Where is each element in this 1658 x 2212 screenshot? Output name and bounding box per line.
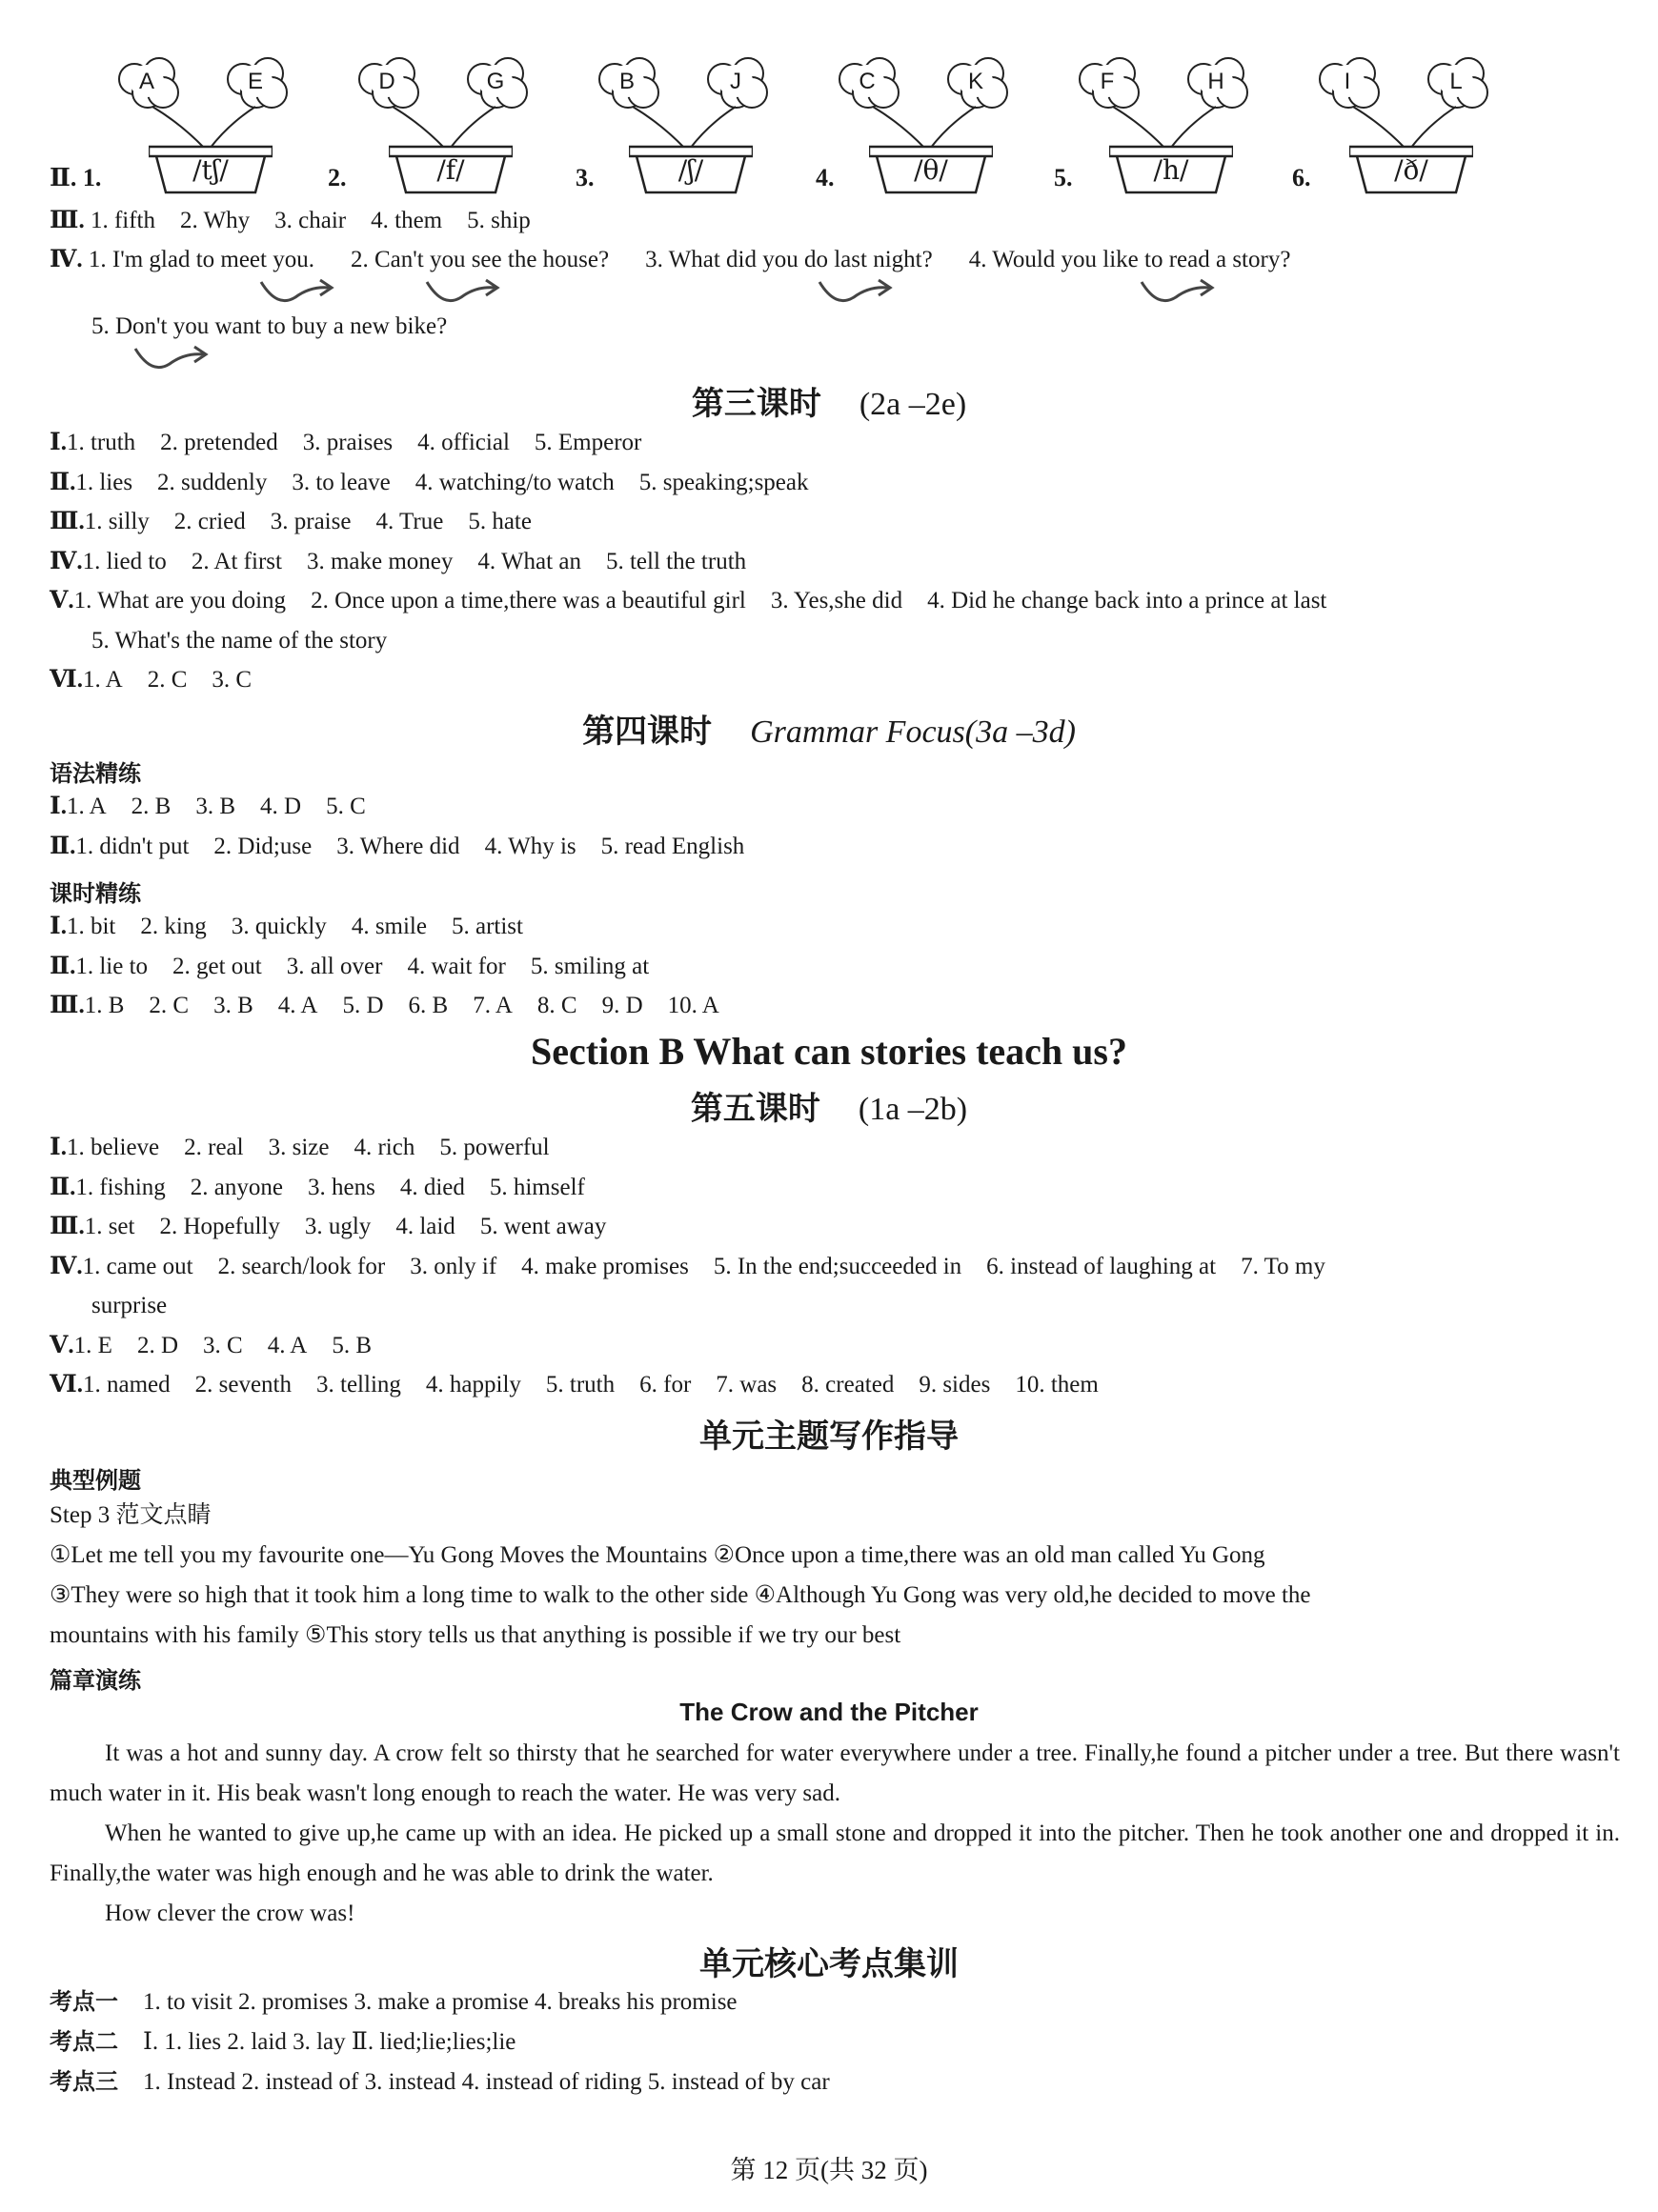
lesson-heading xyxy=(0,705,1658,752)
answer-item: 1. B xyxy=(84,993,125,1018)
answer-item: 4. A xyxy=(277,993,318,1018)
lesson-title: 第五课时 xyxy=(690,1092,820,1127)
answer-row xyxy=(50,990,1620,1022)
answer-item: 2. Why xyxy=(180,208,251,233)
answer-item: 1. believe xyxy=(66,1135,160,1160)
answer-item: 4. Did he change back into a prince at last xyxy=(927,588,1327,613)
pot-group-3 xyxy=(595,57,785,200)
answer-item: 6. instead of laughing at xyxy=(986,1253,1217,1279)
answer-item: 1. came out xyxy=(82,1253,193,1279)
pot-group-2 xyxy=(354,57,545,200)
roman-numeral: Ⅱ. xyxy=(50,1174,76,1200)
roman-numeral: Ⅲ. xyxy=(50,993,85,1018)
flower-letter: F xyxy=(1100,69,1115,94)
answer-item: 3. B xyxy=(195,794,236,819)
answer-row xyxy=(91,625,1620,657)
roman-numeral: Ⅱ. xyxy=(50,953,76,979)
answer-row xyxy=(50,911,1620,943)
answer-item: 3. all over xyxy=(286,953,383,979)
answer-item: 4. D xyxy=(260,794,302,819)
story-paragraph xyxy=(50,1894,1620,1934)
answer-item: 2. anyone xyxy=(190,1174,283,1200)
core-row xyxy=(50,2065,1620,2099)
answer-item: 3. hens xyxy=(307,1174,375,1200)
answer-row xyxy=(50,546,1620,578)
answer-item: 2. Once upon a time,there was a beautiful girl xyxy=(311,588,746,613)
roman-numeral: Ⅴ. xyxy=(50,588,74,613)
answer-item: 4. A xyxy=(267,1332,308,1358)
lesson-title: 第三课时 xyxy=(691,387,821,422)
lesson-range: Grammar Focus(3a –3d) xyxy=(750,714,1076,750)
answer-item: 9. sides xyxy=(919,1372,991,1398)
model-line: ③They were so high that it took him a long time to walk to the other side ④Although Yu Gong was very old,he decided to move the xyxy=(50,1582,1311,1608)
answer-item: 3. C xyxy=(203,1332,243,1358)
pot-number: 5. xyxy=(1054,164,1073,191)
pot-number: Ⅱ. 1. xyxy=(50,164,102,191)
answer-item: 5. What's the name of the story xyxy=(91,627,388,654)
answer-item: 1. truth xyxy=(66,430,136,455)
answer-item: 1. lies xyxy=(75,469,133,495)
answer-item: 3. Yes,she did xyxy=(770,588,903,613)
answer-item: 4. laid xyxy=(395,1214,455,1239)
answer-item: 1. What are you doing xyxy=(73,588,287,613)
answer-row xyxy=(50,664,1620,696)
answer-item: 2. Can't you see the house? xyxy=(350,247,610,272)
pot-phonetic: /h/ xyxy=(1153,154,1189,186)
story-paragraph xyxy=(50,1734,1620,1814)
answer-row xyxy=(50,951,1620,983)
roman-numeral: Ⅲ. xyxy=(50,208,85,233)
answer-item: 4. True xyxy=(375,509,444,534)
answer-item: 3. to leave xyxy=(292,469,391,495)
answer-item: 3. size xyxy=(268,1135,330,1160)
pot-icon xyxy=(149,145,273,194)
answer-item: 4. smile xyxy=(351,914,427,939)
answer-item: 5. himself xyxy=(489,1174,585,1200)
pot-group-1 xyxy=(114,57,305,200)
answer-item: 1. bit xyxy=(66,914,116,939)
answer-item: 2. real xyxy=(184,1135,244,1160)
story-paragraph xyxy=(50,1814,1620,1894)
answer-item: 2. B xyxy=(131,794,172,819)
answer-item: 4. make promises xyxy=(521,1253,689,1279)
answer-item: 2. D xyxy=(136,1332,178,1358)
core-label: 考点三 xyxy=(50,2068,118,2095)
answer-item: 4. happily xyxy=(425,1372,521,1398)
answer-item: 1. lie to xyxy=(75,953,149,979)
answer-item: 3. C xyxy=(212,667,253,693)
answer-item: 2. C xyxy=(149,993,190,1018)
answer-row xyxy=(50,244,1620,276)
paragraph-text: It was a hot and sunny day. A crow felt so thirsty that he searched for water everywhere under a tree. Finally,he found a pitcher under a tree. But there wasn't much water in it. His beak wasn't long enough to reach the water. He was very sad. xyxy=(50,1740,1620,1806)
flower-letter: A xyxy=(138,69,154,94)
intonation-arrow-icon xyxy=(812,276,898,309)
answer-row xyxy=(50,427,1620,459)
pot-icon xyxy=(629,145,753,194)
answer-row xyxy=(50,1251,1620,1283)
answer-item: 7. To my xyxy=(1241,1253,1325,1279)
section-title: Section B What can stories teach us? xyxy=(531,1030,1127,1073)
roman-numeral: Ⅲ. xyxy=(50,509,85,534)
answer-item: 1. lied to xyxy=(82,548,167,574)
answer-item: 5. artist xyxy=(451,914,523,939)
answer-row xyxy=(50,1172,1620,1204)
answer-item: 5. D xyxy=(342,993,384,1018)
answer-item: 7. A xyxy=(473,993,513,1018)
answer-item: 5. Emperor xyxy=(534,430,642,455)
flower-letter: B xyxy=(618,69,635,94)
flower-letter: L xyxy=(1449,69,1463,94)
answer-row xyxy=(50,831,1620,863)
pot-icon xyxy=(389,145,513,194)
roman-numeral: Ⅵ. xyxy=(50,667,83,693)
pot-icon xyxy=(1109,145,1233,194)
model-line: mountains with his family ⑤This story tells us that anything is possible if we try our best xyxy=(50,1622,901,1648)
pot-group-6 xyxy=(1315,57,1506,200)
answer-item: 1. named xyxy=(83,1372,171,1398)
story-title: The Crow and the Pitcher xyxy=(679,1698,979,1726)
pot-icon xyxy=(1349,145,1473,194)
flower-letter: H xyxy=(1207,69,1224,94)
roman-numeral: Ⅵ. xyxy=(50,1372,83,1398)
core-text: 1. Instead 2. instead of 3. instead 4. instead of riding 5. instead of by car xyxy=(143,2069,830,2095)
flower-letter: E xyxy=(247,69,263,94)
core-heading: 单元核心考点集训 xyxy=(699,1947,959,1982)
answer-item: 3. Where did xyxy=(336,834,460,859)
answer-item: 1. set xyxy=(84,1214,135,1239)
answer-item: 5. In the end;succeeded in xyxy=(713,1253,962,1279)
answer-item: 5. truth xyxy=(545,1372,616,1398)
flower-letter: G xyxy=(486,69,505,94)
step-label: Step 3 范文点睛 xyxy=(50,1502,212,1528)
roman-numeral: Ⅰ. xyxy=(50,1135,67,1160)
answer-row xyxy=(50,1330,1620,1362)
answer-item: 3. telling xyxy=(316,1372,401,1398)
answer-item: 3. quickly xyxy=(231,914,327,939)
answer-item: 1. didn't put xyxy=(75,834,190,859)
pot-number: 2. xyxy=(328,164,347,191)
pot-phonetic: /θ/ xyxy=(914,154,948,186)
answer-item: 5. B xyxy=(332,1332,373,1358)
pot-group-5 xyxy=(1075,57,1265,200)
core-row xyxy=(50,1985,1620,2019)
answer-item: 10. them xyxy=(1015,1372,1099,1398)
subsection-label: 篇章演练 xyxy=(50,1667,141,1694)
core-row xyxy=(50,2025,1620,2059)
page-footer: 第 12 页(共 32 页) xyxy=(730,2156,928,2184)
intonation-arrow-icon xyxy=(128,343,213,375)
answer-item: 5. ship xyxy=(467,208,531,233)
roman-numeral: Ⅲ. xyxy=(50,1214,85,1239)
core-label: 考点一 xyxy=(50,1988,118,2015)
answer-item: 1. fifth xyxy=(90,208,155,233)
answer-item: 3. What did you do last night? xyxy=(645,247,933,272)
roman-numeral: Ⅴ. xyxy=(50,1332,74,1358)
answer-item: 4. watching/to watch xyxy=(414,469,615,495)
subsection-label: 课时精练 xyxy=(50,880,141,907)
pot-number: 3. xyxy=(576,164,595,191)
answer-item: 3. ugly xyxy=(304,1214,372,1239)
answer-row xyxy=(50,205,1620,237)
answer-row xyxy=(50,1369,1620,1401)
pot-number: 6. xyxy=(1292,164,1311,191)
lesson-heading xyxy=(0,377,1658,424)
pot-phonetic: /tʃ/ xyxy=(192,154,229,186)
answer-row xyxy=(50,467,1620,499)
answer-item: 10. A xyxy=(667,993,719,1018)
answer-item: 1. I'm glad to meet you. xyxy=(88,247,314,272)
answer-item: 2. Did;use xyxy=(213,834,313,859)
model-line: ①Let me tell you my favourite one—Yu Gong Moves the Mountains ②Once upon a time,there was an old man called Yu Gong xyxy=(50,1542,1265,1568)
answer-item: 4. them xyxy=(371,208,443,233)
answer-item: 8. created xyxy=(801,1372,895,1398)
pot-group-4 xyxy=(835,57,1025,200)
flower-pot-exercise xyxy=(0,57,1658,210)
answer-item: 9. D xyxy=(601,993,643,1018)
answer-item: 6. B xyxy=(408,993,449,1018)
flower-letter: C xyxy=(859,69,876,94)
answer-item: 2. king xyxy=(140,914,207,939)
answer-item: 2. pretended xyxy=(160,430,278,455)
paragraph-text: When he wanted to give up,he came up with an idea. He picked up a small stone and dropped it into the pitcher. Then he took another one and dropped it in. Finally,the water was high enough and he was able to drink the water. xyxy=(50,1820,1620,1886)
answer-item: 5. speaking;speak xyxy=(638,469,809,495)
roman-numeral: Ⅱ. xyxy=(50,834,76,859)
pot-phonetic: /ʃ/ xyxy=(677,154,704,186)
intonation-arrow-icon xyxy=(253,276,339,309)
pot-phonetic: /f/ xyxy=(436,154,465,186)
roman-numeral: Ⅳ. xyxy=(50,1253,83,1279)
flower-letter: J xyxy=(730,69,741,94)
answer-row xyxy=(91,1290,1620,1322)
answer-item: 1. A xyxy=(66,794,107,819)
answer-item: 5. went away xyxy=(479,1214,607,1239)
core-label: 考点二 xyxy=(50,2028,118,2055)
intonation-arrow-icon xyxy=(419,276,505,309)
answer-item: 4. rich xyxy=(354,1135,415,1160)
answer-item: 7. was xyxy=(716,1372,778,1398)
answer-item: 8. C xyxy=(536,993,577,1018)
lesson-heading xyxy=(0,1082,1658,1129)
roman-numeral: Ⅱ. xyxy=(50,469,76,495)
answer-item: 5. tell the truth xyxy=(605,548,747,574)
subsection-label: 典型例题 xyxy=(50,1467,141,1494)
answer-row xyxy=(50,506,1620,538)
pot-icon xyxy=(869,145,993,194)
answer-item: 5. powerful xyxy=(439,1135,550,1160)
answer-item: 1. E xyxy=(73,1332,112,1358)
answer-item: 5. read English xyxy=(600,834,745,859)
roman-numeral: Ⅳ. xyxy=(50,548,83,574)
answer-item: 3. only if xyxy=(410,1253,497,1279)
answer-row xyxy=(50,585,1620,617)
flower-letter: D xyxy=(378,69,395,94)
answer-item: 1. fishing xyxy=(75,1174,166,1200)
answer-item: 3. praise xyxy=(270,509,352,534)
lesson-range: (2a –2e) xyxy=(859,387,967,422)
answer-item: 1. silly xyxy=(84,509,150,534)
roman-numeral: Ⅰ. xyxy=(50,794,67,819)
answer-item: 3. B xyxy=(213,993,253,1018)
answer-item: 2. cried xyxy=(173,509,246,534)
subsection-label: 语法精练 xyxy=(50,760,141,787)
answer-row xyxy=(50,1211,1620,1243)
answer-item: 2. C xyxy=(147,667,188,693)
answer-item: 5. hate xyxy=(468,509,532,534)
answer-item: 4. Would you like to read a story? xyxy=(968,247,1291,272)
answer-row: 5. Don't you want to buy a new bike? xyxy=(91,313,448,339)
core-text: 1. to visit 2. promises 3. make a promise 4. breaks his promise xyxy=(143,1989,738,2015)
pot-number: 4. xyxy=(816,164,835,191)
lesson-title: 第四课时 xyxy=(582,714,713,750)
answer-item: 4. official xyxy=(417,430,510,455)
roman-numeral: Ⅳ. xyxy=(50,247,83,272)
answer-item: 3. praises xyxy=(302,430,394,455)
pot-phonetic: /ð/ xyxy=(1394,154,1428,186)
answer-item: surprise xyxy=(91,1293,168,1318)
answer-item: 2. seventh xyxy=(194,1372,293,1398)
paragraph-text: How clever the crow was! xyxy=(105,1900,355,1926)
flower-letter: K xyxy=(967,69,983,94)
answer-item: 4. What an xyxy=(477,548,581,574)
answer-row xyxy=(50,1132,1620,1164)
answer-item: 4. died xyxy=(399,1174,465,1200)
roman-numeral: Ⅰ. xyxy=(50,430,67,455)
answer-item: 6. for xyxy=(639,1372,692,1398)
answer-item: 2. search/look for xyxy=(217,1253,386,1279)
intonation-arrow-icon xyxy=(1134,276,1220,309)
writing-heading: 单元主题写作指导 xyxy=(699,1419,959,1455)
answer-item: 5. smiling at xyxy=(530,953,650,979)
answer-item: 2. suddenly xyxy=(157,469,268,495)
answer-item: 5. C xyxy=(326,794,366,819)
answer-item: 3. make money xyxy=(306,548,454,574)
answer-item: 2. get out xyxy=(172,953,262,979)
answer-row xyxy=(50,791,1620,823)
core-text: Ⅰ. 1. lies 2. laid 3. lay Ⅱ. lied;lie;lies;lie xyxy=(143,2029,516,2055)
flower-letter: I xyxy=(1344,69,1351,94)
answer-item: 2. Hopefully xyxy=(159,1214,280,1239)
answer-item: 4. wait for xyxy=(407,953,506,979)
roman-numeral: Ⅰ. xyxy=(50,914,67,939)
answer-item: 2. At first xyxy=(191,548,282,574)
answer-item: 4. Why is xyxy=(484,834,576,859)
lesson-range: (1a –2b) xyxy=(858,1092,968,1127)
answer-item: 1. A xyxy=(83,667,123,693)
answer-item: 3. chair xyxy=(274,208,347,233)
